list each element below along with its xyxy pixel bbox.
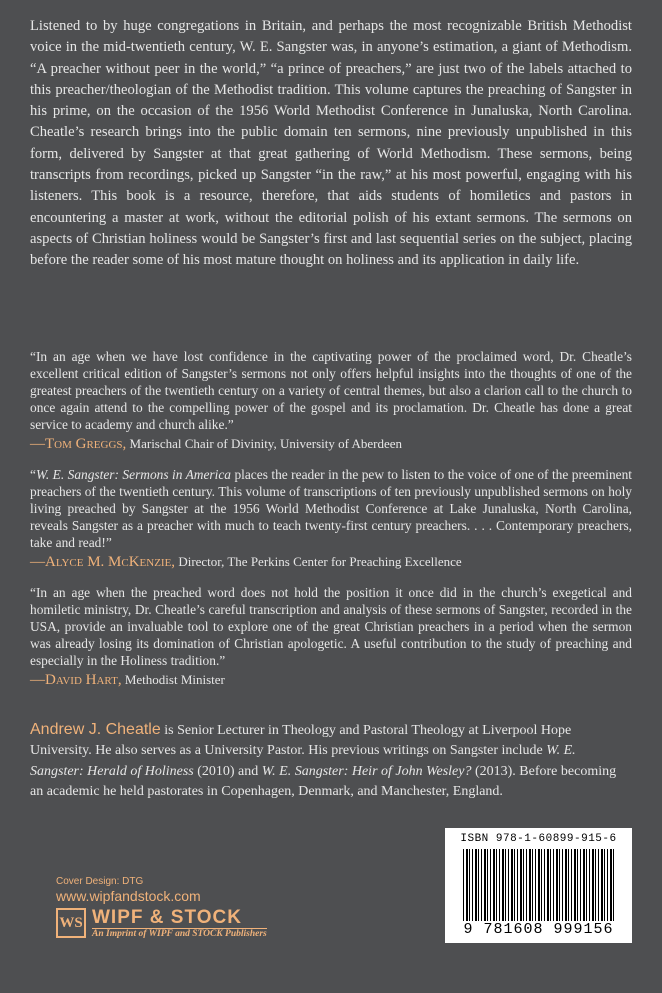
endorsement: [30, 584, 632, 689]
author-name: Andrew J. Cheatle: [30, 721, 161, 738]
publisher-logo: [56, 907, 267, 939]
isbn-barcode: [445, 828, 632, 943]
book-description: Listened to by huge congregations in Britain, and perhaps the most recognizable British Methodist voice in the mid-twentieth century, W. E. Sangster was, in anyone’s estimation, a giant of Methodism. “A preacher without peer in the world,” “a prince of preachers,” are just two of the labels attached to this preacher/theologian of the Methodist tradition. This volume captures the preaching of Sangster in his prime, on the occasion of the 1956 World Methodist Conference in Junaluska, North Carolina. Cheatle’s research brings into the public domain ten sermons, nine previously unpublished in this form, delivered by Sangster at that great gathering of World Methodism. These sermons, being transcripts from recordings, picked up Sangster “in the raw,” at his most powerful, engaging with his listeners. This book is a resource, therefore, that aids students of homiletics and pastors in encountering a master at work, without the editorial polish of his extant sermons. The sermons on aspects of Christian holiness would be Sangster’s first and last sequential series on the subject, placing before the reader some of his most mature thought on holiness and its application in daily life.: [30, 18, 632, 269]
isbn-text: ISBN 978-1-60899-915-6: [460, 833, 617, 845]
endorser-role: Marischal Chair of Divinity, University of Aberdeen: [129, 436, 402, 451]
endorsement-text: “In an age when we have lost confidence in the captivating power of the proclaimed word, Dr. Cheatle’s excellent critical edition of Sangster’s sermons not only offers helpful insights into the thoughts of one of the greatest preachers of the twentieth century on a variety of central themes, but also a clarion call to the church to once again attend to the compelling power of the gospel and its proclamation. Dr. Cheatle has done a great service to academy and church alike.”: [30, 349, 632, 432]
endorsement-text: “In an age when the preached word does not hold the position it once did in the church’s exegetical and homiletic ministry, Dr. Cheatle’s careful transcription and analysis of these sermons of Sangster, recorded in the USA, provide an invaluable tool to explore one of the great Christian preachers in a period when the sermon was already losing its domination of Christian apologetic. A useful contribution to the study of preaching and especially in the Holiness tradition.”: [30, 585, 632, 668]
endorsement: [30, 466, 632, 571]
book-title: W. E. Sangster: Herald of Holiness: [30, 743, 576, 779]
open-quote: “: [30, 467, 36, 482]
ws-logo-icon: WS: [56, 908, 86, 938]
bio-text: is Senior Lecturer in Theology and Pastoral Theology at Liverpool Hope University. He also serves as a University Pastor. His previous writings on Sangster include: [30, 723, 572, 759]
book-title: W. E. Sangster: Sermons in America: [35, 467, 231, 482]
book-title: W. E. Sangster: Heir of John Wesley?: [261, 763, 472, 779]
barcode-bars: [463, 849, 615, 925]
endorsement-text: places the reader in the pew to listen to the voice of one of the preeminent preachers of the twentieth century. This volume of transcriptions of ten previously unpublished sermons on holy living preached by Sangster at the 1956 World Methodist Conference at Lake Junaluska, North Carolina, reveals Sangster as a preacher with much to teach twenty-first century preachers. . . . Contemporary preachers, take and read!”: [30, 467, 632, 550]
publisher-block: [56, 876, 267, 939]
author-bio: [30, 720, 632, 802]
bio-text: (2013). Before becoming an academic he held pastorates in Copenhagen, Denmark, and Manchester, England.: [30, 763, 617, 799]
publisher-url[interactable]: www.wipfandstock.com: [56, 888, 201, 904]
publisher-name: WIPF & STOCK: [92, 907, 267, 929]
endorsement: [30, 348, 632, 453]
endorser-name: —David Hart,: [30, 672, 122, 688]
cover-design-credit: Cover Design: DTG: [56, 876, 144, 887]
barcode-digits: 9 781608 999156: [451, 921, 626, 938]
endorser-name: —Alyce M. McKenzie,: [30, 554, 176, 570]
endorser-role: Director, The Perkins Center for Preaching Excellence: [178, 554, 462, 569]
endorser-role: Methodist Minister: [124, 672, 225, 687]
imprint-line: An Imprint of WIPF and STOCK Publishers: [92, 929, 267, 939]
endorser-name: —Tom Greggs,: [30, 436, 127, 452]
bio-text: (2010) and: [193, 763, 262, 779]
